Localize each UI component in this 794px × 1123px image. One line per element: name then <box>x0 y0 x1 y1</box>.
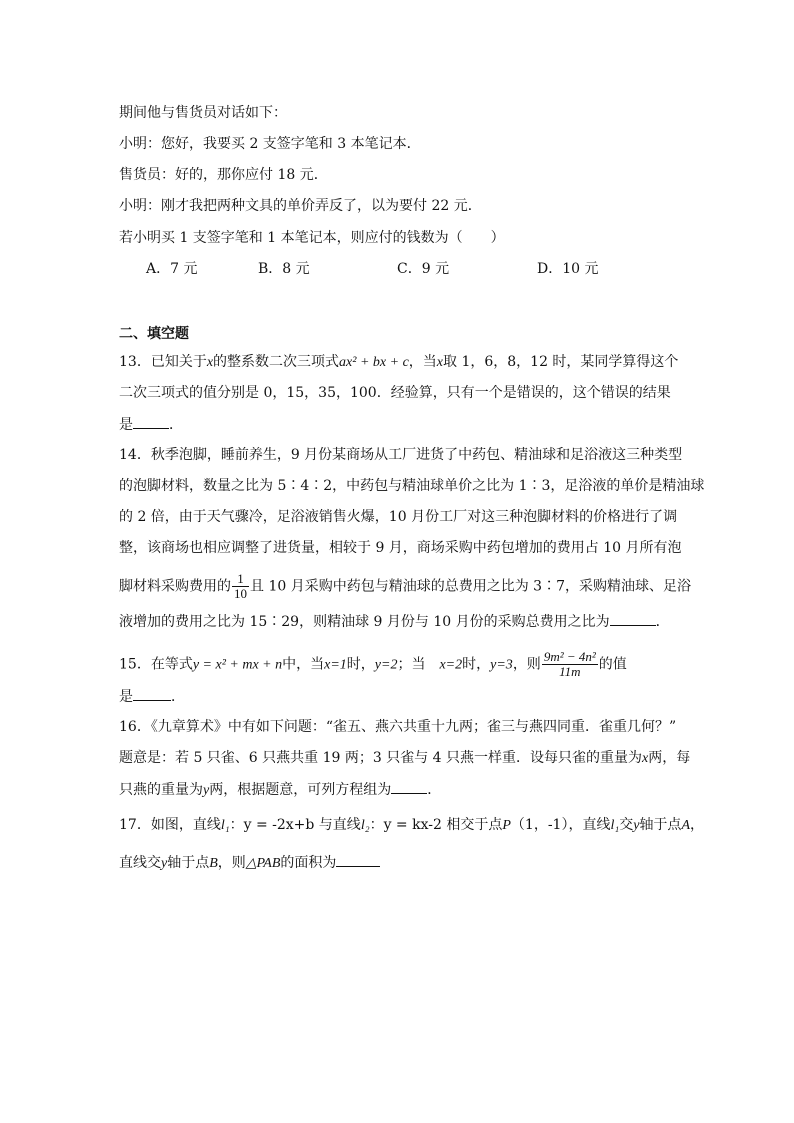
q15-condition: x=1 <box>324 657 347 673</box>
q14-answer-blank[interactable] <box>610 611 656 626</box>
q14-line-4: 整，该商场也相应调整了进货量，相较于 9 月，商场采购中药包增加的费用占 10 月所有泡 <box>119 540 682 556</box>
q17-text: 轴于点 <box>167 855 210 871</box>
q15-fraction-numerator: 9m² − 4n² <box>543 649 596 664</box>
q14-line-6 <box>119 611 670 632</box>
q14-line-3: 的 2 倍，由于天气骤冷，足浴液销售火爆，10 月份工厂对这三种泡脚材料的价格进行了调 <box>119 509 678 525</box>
q14-text: 且 10 月采购中药包与精油球的总费用之比为 3∶7，采购精油球、足浴 <box>250 578 691 595</box>
q13-line-1 <box>119 352 678 373</box>
q17-text: 的面积为 <box>280 855 337 871</box>
q14-text: ． <box>655 614 670 630</box>
q13-text: 是 <box>119 417 133 433</box>
q13-answer-blank[interactable] <box>133 414 169 429</box>
q15-condition: y=2 <box>374 657 398 673</box>
prev-dialog-1: 小明：您好，我要买 2 支签字笔和 3 本笔记本． <box>119 136 421 152</box>
q15-text: 是 <box>119 689 133 705</box>
q13-text: ． <box>169 417 183 433</box>
q14-line-1: 14．秋季泡脚，睡前养生，9 月份某商场从工厂进货了中药包、精油球和足浴液这三种类型 <box>119 447 683 463</box>
q15-line-2 <box>119 686 185 707</box>
option-c: C．9 元 <box>397 261 450 277</box>
q17-text: 直线交 <box>119 855 161 871</box>
q13-var-x: x <box>436 355 443 370</box>
q15-answer-blank[interactable] <box>133 686 171 701</box>
q16-line-2 <box>119 748 690 769</box>
q15-condition: x=2 <box>439 657 463 673</box>
q17-text: ，则 <box>217 855 246 871</box>
q17-text: 17．如图，直线 <box>119 817 221 833</box>
q16-var-y: y <box>203 783 210 798</box>
q17-axis-y: y <box>161 856 168 871</box>
q13-line-2: 二次三项式的值分别是 0，15，35，100．经验算，只有一个是错误的，这个错误的结果 <box>119 385 671 401</box>
q15-text: 时， <box>346 656 375 673</box>
q17-point-b: B <box>209 856 218 871</box>
q17-text: 交 <box>619 817 634 833</box>
q16-text: 两，每 <box>648 750 691 766</box>
q14-line-2: 的泡脚材料，数量之比为 5∶4∶2，中药包与精油球单价之比为 1∶3，足浴液的单价是精油球 <box>119 478 705 494</box>
q13-expression: ax² + bx + c <box>339 355 409 370</box>
q15-equation: y = x² + mx + n <box>192 657 283 673</box>
q16-var-x: x <box>642 751 649 766</box>
q17-triangle: △PAB <box>245 856 281 871</box>
option-d: D．10 元 <box>537 261 599 277</box>
q16-answer-blank[interactable] <box>391 779 427 794</box>
q15-text: ，则 <box>512 656 541 673</box>
q16-text: 题意是：若 5 只雀、6 只燕共重 19 两；3 只雀与 4 只燕一样重．设每只雀的重量为 <box>119 750 643 766</box>
q13-text: ，当 <box>408 354 437 370</box>
q16-line-3 <box>119 779 441 801</box>
section-heading: 二、填空题 <box>119 326 189 342</box>
q15-condition: y=3 <box>490 657 513 673</box>
q16-line-1: 16．《九章算术》中有如下问题：“雀五、燕六共重十九两；雀三与燕四同重．雀重几何？” <box>119 719 677 735</box>
prev-intro: 期间他与售货员对话如下： <box>119 105 287 121</box>
q14-line-5 <box>119 572 691 601</box>
q17-axis-y: y <box>633 818 640 833</box>
q17-line-2 <box>119 852 380 874</box>
q16-text: 只燕的重量为 <box>119 782 203 798</box>
q14-fraction-denominator: 10 <box>234 586 247 601</box>
q15-text: 时， <box>462 656 491 673</box>
q13-line-3 <box>119 414 183 435</box>
q17-text: ：y = kx-2 相交于点 <box>369 817 503 833</box>
q15-text: 中，当 <box>282 656 325 673</box>
q17-line-l2: l₂ <box>360 818 370 833</box>
q17-text: 轴于点 <box>639 817 682 833</box>
q14-fraction-numerator: 1 <box>232 572 249 587</box>
q15-text: ；当 <box>397 656 440 673</box>
q17-text: ：y = -2x+b 与直线 <box>229 817 361 833</box>
q14-fraction <box>232 572 249 601</box>
prev-question: 若小明买 1 支签字笔和 1 本笔记本，则应付的钱数为（ ） <box>119 230 505 246</box>
q15-text: 的值 <box>598 656 627 673</box>
q15-fraction-denominator: 11m <box>559 664 581 679</box>
q17-answer-blank[interactable] <box>336 852 380 867</box>
q13-text: 13．已知关于 <box>119 354 207 370</box>
q17-point-p: P <box>502 818 511 833</box>
q15-text: ． <box>171 689 185 705</box>
prev-dialog-3: 小明：刚才我把两种文具的单价弄反了，以为要付 22 元． <box>119 198 482 214</box>
q17-text: （1，-1），直线 <box>510 817 611 833</box>
q13-text: 取 1，6，8，12 时，某同学算得这个 <box>443 354 679 370</box>
q15-text: 15．在等式 <box>119 656 193 673</box>
q13-var-x: x <box>206 355 214 370</box>
q14-text: 液增加的费用之比为 15∶29，则精油球 9 月份与 10 月份的采购总费用之比为 <box>119 614 610 630</box>
q17-line-1 <box>119 815 704 836</box>
q17-text: ， <box>690 817 704 833</box>
q15-fraction <box>542 650 598 679</box>
q14-text: 脚材料采购费用的 <box>119 578 231 595</box>
option-a: A．7 元 <box>146 261 198 277</box>
prev-dialog-2: 售货员：好的，那你应付 18 元． <box>119 167 328 183</box>
q17-line-l1: l₁ <box>610 818 620 833</box>
q16-text: ． <box>427 782 442 798</box>
q17-point-a: A <box>681 818 690 833</box>
q17-line-l1: l₁ <box>220 818 230 833</box>
option-b: B．8 元 <box>258 261 310 277</box>
q13-text: 的整系数二次三项式 <box>213 354 340 370</box>
q16-text: 两，根据题意，可列方程组为 <box>209 782 392 798</box>
q15-line-1 <box>119 650 627 679</box>
